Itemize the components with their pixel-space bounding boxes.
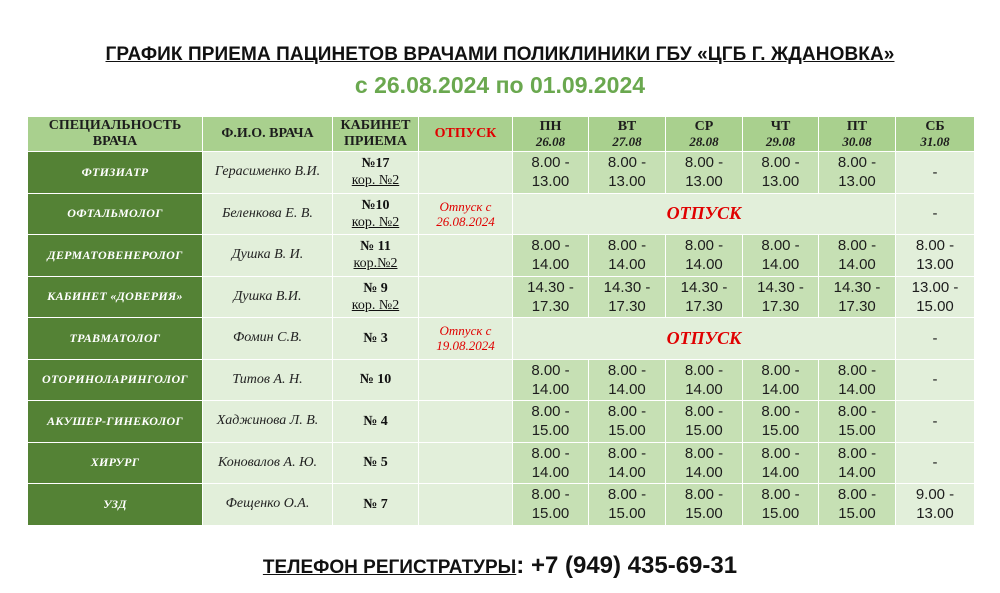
room-cell: № 9 кор. №2 xyxy=(333,276,419,318)
vacation-note-cell: Отпуск с 26.08.2024 xyxy=(419,193,513,235)
hours-cell: 8.00 - 13.00 xyxy=(666,152,743,194)
specialty-cell: ХИРУРГ xyxy=(28,442,203,484)
hours-cell: 8.00 - 15.00 xyxy=(666,401,743,443)
vacation-note-cell xyxy=(419,276,513,318)
hours-cell: 8.00 - 14.00 xyxy=(589,359,666,401)
doctor-cell: Хаджинова Л. В. xyxy=(203,401,333,443)
hours-cell: 8.00 - 15.00 xyxy=(589,401,666,443)
room-cell: № 3 xyxy=(333,318,419,360)
table-row xyxy=(28,401,975,443)
hours-cell: 8.00 - 14.00 xyxy=(666,359,743,401)
doctor-cell: Коновалов А. Ю. xyxy=(203,442,333,484)
phone-number: : +7 (949) 435-69-31 xyxy=(516,552,738,579)
saturday-cell: - xyxy=(896,442,975,484)
hours-cell: 8.00 - 15.00 xyxy=(819,484,896,526)
hours-cell: 8.00 - 13.00 xyxy=(513,152,589,194)
table-row xyxy=(28,276,975,318)
table-row xyxy=(28,193,975,235)
specialty-cell: ФТИЗИАТР xyxy=(28,152,203,194)
specialty-cell: КАБИНЕТ «ДОВЕРИЯ» xyxy=(28,276,203,318)
specialty-cell: ТРАВМАТОЛОГ xyxy=(28,318,203,360)
saturday-cell: - xyxy=(896,152,975,194)
saturday-cell: 13.00 - 15.00 xyxy=(896,276,975,318)
saturday-cell: 8.00 - 13.00 xyxy=(896,235,975,277)
vacation-banner: ОТПУСК xyxy=(513,318,896,360)
hours-cell: 14.30 - 17.30 xyxy=(589,276,666,318)
hours-cell: 8.00 - 14.00 xyxy=(743,359,819,401)
table-row xyxy=(28,442,975,484)
column-header-day: ПТ 30.08 xyxy=(819,117,896,152)
hours-cell: 8.00 - 14.00 xyxy=(819,442,896,484)
hours-cell: 14.30 - 17.30 xyxy=(666,276,743,318)
schedule-period: с 26.08.2024 по 01.09.2024 xyxy=(354,72,646,98)
doctor-cell: Фещенко О.А. xyxy=(203,484,333,526)
saturday-cell: 9.00 - 13.00 xyxy=(896,484,975,526)
room-cell: №17 кор. №2 xyxy=(333,152,419,194)
hours-cell: 14.30 - 17.30 xyxy=(819,276,896,318)
room-cell: № 7 xyxy=(333,484,419,526)
hours-cell: 8.00 - 15.00 xyxy=(819,401,896,443)
column-header-day: СБ 31.08 xyxy=(896,117,975,152)
hours-cell: 8.00 - 14.00 xyxy=(743,442,819,484)
hours-cell: 14.30 - 17.30 xyxy=(513,276,589,318)
hours-cell: 8.00 - 14.00 xyxy=(743,235,819,277)
doctor-cell: Беленкова Е. В. xyxy=(203,193,333,235)
hours-cell: 8.00 - 15.00 xyxy=(589,484,666,526)
vacation-note-cell xyxy=(419,359,513,401)
vacation-note-cell xyxy=(419,442,513,484)
hours-cell: 8.00 - 15.00 xyxy=(743,401,819,443)
saturday-cell: - xyxy=(896,401,975,443)
specialty-cell: ОТОРИНОЛАРИНГОЛОГ xyxy=(28,359,203,401)
hours-cell: 8.00 - 15.00 xyxy=(513,401,589,443)
registry-phone xyxy=(0,552,1000,580)
specialty-cell: АКУШЕР-ГИНЕКОЛОГ xyxy=(28,401,203,443)
hours-cell: 8.00 - 14.00 xyxy=(513,442,589,484)
table-row xyxy=(28,152,975,194)
room-cell: № 5 xyxy=(333,442,419,484)
specialty-cell: УЗД xyxy=(28,484,203,526)
room-cell: №10 кор. №2 xyxy=(333,193,419,235)
table-header-row xyxy=(28,117,975,152)
doctor-cell: Герасименко В.И. xyxy=(203,152,333,194)
specialty-cell: ОФТАЛЬМОЛОГ xyxy=(28,193,203,235)
hours-cell: 8.00 - 14.00 xyxy=(513,235,589,277)
hours-cell: 8.00 - 15.00 xyxy=(743,484,819,526)
schedule-table xyxy=(27,116,975,526)
column-header-vacation: ОТПУСК xyxy=(419,117,513,152)
vacation-note-cell xyxy=(419,152,513,194)
hours-cell: 8.00 - 14.00 xyxy=(589,442,666,484)
specialty-cell: ДЕРМАТОВЕНЕРОЛОГ xyxy=(28,235,203,277)
column-header-specialty: СПЕЦИАЛЬНОСТЬ ВРАЧА xyxy=(28,117,203,152)
table-row xyxy=(28,318,975,360)
hours-cell: 8.00 - 15.00 xyxy=(666,484,743,526)
vacation-note-cell xyxy=(419,235,513,277)
vacation-note-cell xyxy=(419,401,513,443)
column-header-day: ПН 26.08 xyxy=(513,117,589,152)
hours-cell: 14.30 - 17.30 xyxy=(743,276,819,318)
doctor-cell: Фомин С.В. xyxy=(203,318,333,360)
doctor-cell: Душка В.И. xyxy=(203,276,333,318)
hours-cell: 8.00 - 14.00 xyxy=(513,359,589,401)
column-header-day: СР 28.08 xyxy=(666,117,743,152)
table-row xyxy=(28,235,975,277)
saturday-cell: - xyxy=(896,193,975,235)
column-header-day: ЧТ 29.08 xyxy=(743,117,819,152)
vacation-note-cell: Отпуск с 19.08.2024 xyxy=(419,318,513,360)
table-row xyxy=(28,359,975,401)
hours-cell: 8.00 - 13.00 xyxy=(589,152,666,194)
hours-cell: 8.00 - 14.00 xyxy=(819,235,896,277)
hours-cell: 8.00 - 14.00 xyxy=(589,235,666,277)
column-header-day: ВТ 27.08 xyxy=(589,117,666,152)
saturday-cell: - xyxy=(896,318,975,360)
vacation-note-cell xyxy=(419,484,513,526)
phone-label: ТЕЛЕФОН РЕГИСТРАТУРЫ xyxy=(262,557,517,578)
column-header-doctor: Ф.И.О. ВРАЧА xyxy=(203,117,333,152)
hours-cell: 8.00 - 13.00 xyxy=(819,152,896,194)
hours-cell: 8.00 - 15.00 xyxy=(513,484,589,526)
doctor-cell: Титов А. Н. xyxy=(203,359,333,401)
room-cell: № 11 кор.№2 xyxy=(333,235,419,277)
page-title: ГРАФИК ПРИЕМА ПАЦИНЕТОВ ВРАЧАМИ ПОЛИКЛИНИКИ ГБУ «ЦГБ Г. ЖДАНОВКА» xyxy=(105,44,895,65)
hours-cell: 8.00 - 14.00 xyxy=(666,235,743,277)
hours-cell: 8.00 - 14.00 xyxy=(666,442,743,484)
table-row xyxy=(28,484,975,526)
doctor-cell: Душка В. И. xyxy=(203,235,333,277)
saturday-cell: - xyxy=(896,359,975,401)
hours-cell: 8.00 - 14.00 xyxy=(819,359,896,401)
hours-cell: 8.00 - 13.00 xyxy=(743,152,819,194)
column-header-room: КАБИНЕТ ПРИЕМА xyxy=(333,117,419,152)
room-cell: № 4 xyxy=(333,401,419,443)
vacation-banner: ОТПУСК xyxy=(513,193,896,235)
room-cell: № 10 xyxy=(333,359,419,401)
